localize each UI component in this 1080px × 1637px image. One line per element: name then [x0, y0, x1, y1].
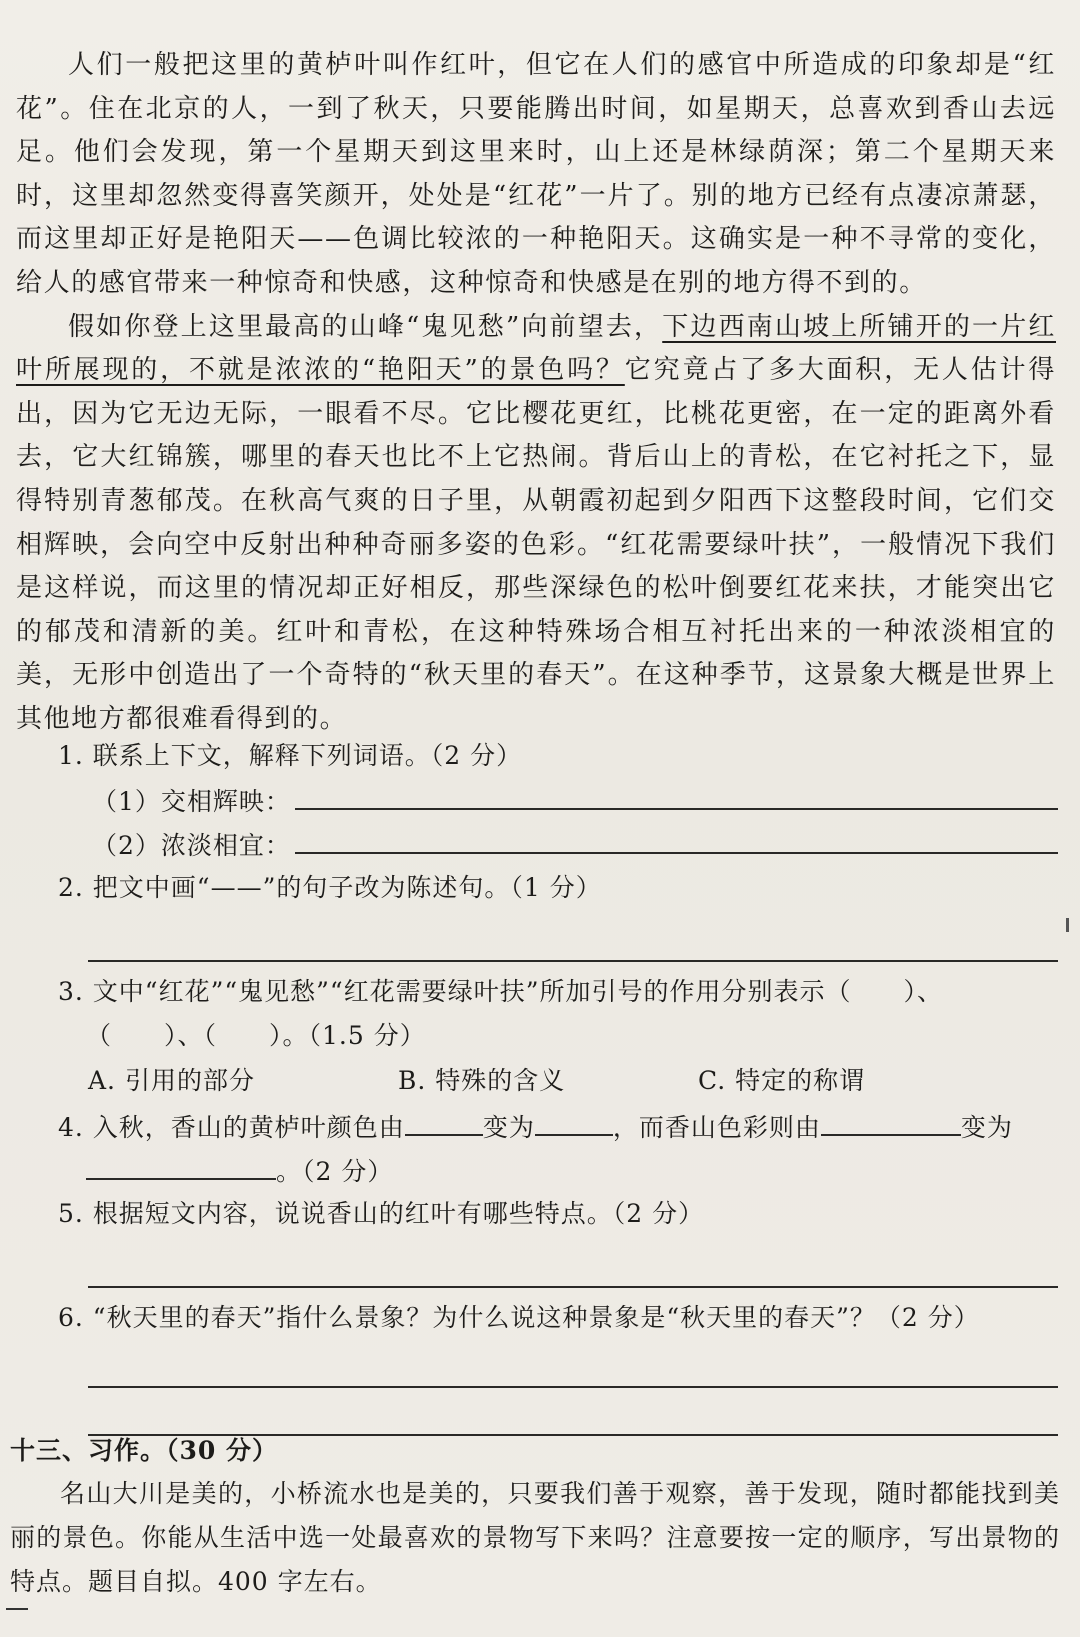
writing-section	[10, 1430, 1060, 1604]
section-13-heading: 十三、习作。（30 分）	[10, 1436, 278, 1465]
question-1-part-b-label: （2）浓淡相宜：	[92, 831, 291, 860]
option-c: C. 特定的称谓	[698, 1066, 866, 1095]
blank-4c[interactable]	[821, 1104, 961, 1136]
question-list	[58, 734, 1058, 1436]
blank-4d[interactable]	[86, 1148, 276, 1180]
question-2: 2. 把文中画“——”的句子改为陈述句。（1 分）	[58, 873, 602, 902]
answer-line-6a[interactable]	[88, 1340, 1058, 1388]
answer-line-1a[interactable]	[295, 778, 1058, 810]
question-4-part-5: 。（2 分）	[276, 1157, 394, 1186]
question-4-line-1	[58, 1104, 1058, 1148]
answer-line-5[interactable]	[88, 1236, 1058, 1288]
question-1-part-a-label: （1）交相辉映：	[92, 787, 291, 816]
question-1-part-a	[58, 778, 1058, 822]
paragraph-2-start: 假如你登上这里最高的山峰“鬼见愁”向前望去，	[68, 311, 663, 342]
question-5: 5. 根据短文内容，说说香山的红叶有哪些特点。（2 分）	[58, 1199, 705, 1228]
question-4-part-4: 变为	[960, 1113, 1013, 1142]
question-3-line-2: （ ）、（ ）。（1.5 分）	[86, 1021, 426, 1050]
blank-4a[interactable]	[405, 1104, 483, 1136]
question-1: 1. 联系上下文，解释下列词语。（2 分）	[58, 741, 523, 770]
option-a: A. 引用的部分	[88, 1066, 255, 1095]
section-13-prompt: 名山大川是美的，小桥流水也是美的，只要我们善于观察，善于发现，随时都能找到美丽的景色。你能从生活中选一处最喜欢的景物写下来吗？注意要按一定的顺序，写出景物的特点。题目自拟。400 字左右。	[10, 1479, 1060, 1596]
question-6: 6. “秋天里的春天”指什么景象？为什么说这种景象是“秋天里的春天”？（2 分）	[58, 1303, 980, 1332]
underlined-sentence: 下边西南山坡上所铺开的一片红叶所展现的，不就是浓浓的“艳阳天”的景色吗？	[16, 311, 1056, 386]
question-4-part-3: ，而香山色彩则由	[612, 1113, 821, 1142]
answer-line-2[interactable]	[88, 910, 1058, 962]
edge-mark	[1066, 918, 1069, 932]
option-b: B. 特殊的含义	[398, 1066, 566, 1095]
question-4-line-2	[58, 1148, 1058, 1192]
reading-passage	[16, 44, 1056, 742]
passage-paragraph-1: 人们一般把这里的黄栌叶叫作红叶，但它在人们的感官中所造成的印象却是“红花”。住在北京的人，一到了秋天，只要能腾出时间，如星期天，总喜欢到香山去远足。他们会发现，第一个星期天到这里来时，山上还是林绿荫深；第二个星期天来时，这里却忽然变得喜笑颜开，处处是“红花”一片了。别的地方已经有点凄凉萧瑟，而这里却正好是艳阳天——色调比较浓的一种艳阳天。这确实是一种不寻常的变化，给人的感官带来一种惊奇和快感，这种惊奇和快感是在别的地方得不到的。	[16, 50, 1056, 298]
passage-paragraph-2	[16, 306, 1056, 742]
bottom-margin-mark	[6, 1608, 28, 1610]
answer-line-1b[interactable]	[295, 822, 1058, 854]
question-4-part-1: 4. 入秋，香山的黄栌叶颜色由	[58, 1113, 405, 1142]
question-1-part-b	[58, 822, 1058, 866]
question-3-line-1: 3. 文中“红花”“鬼见愁”“红花需要绿叶扶”所加引号的作用分别表示（ ）、	[58, 977, 943, 1006]
question-3-options	[58, 1058, 1058, 1104]
question-4-part-2: 变为	[482, 1113, 535, 1142]
paragraph-2-end: 它究竟占了多大面积，无人估计得出，因为它无边无际，一眼看不尽。它比樱花更红，比桃花更密，在一定的距离外看去，它大红锦簇，哪里的春天也比不上它热闹。背后山上的青松，在它衬托之下，显得特别青葱郁茂。在秋高气爽的日子里，从朝霞初起到夕阳西下这整段时间，它们交相辉映，会向空中反射出种种奇丽多姿的色彩。“红花需要绿叶扶”，一般情况下我们是这样说，而这里的情况却正好相反，那些深绿色的松叶倒要红花来扶，才能突出它的郁茂和清新的美。红叶和青松，在这种特殊场合相互衬托出来的一种浓淡相宜的美，无形中创造出了一个奇特的“秋天里的春天”。在这种季节，这景象大概是世界上其他地方都很难看得到的。	[16, 355, 1056, 734]
answer-line-6b[interactable]	[88, 1388, 1058, 1436]
blank-4b[interactable]	[535, 1104, 613, 1136]
